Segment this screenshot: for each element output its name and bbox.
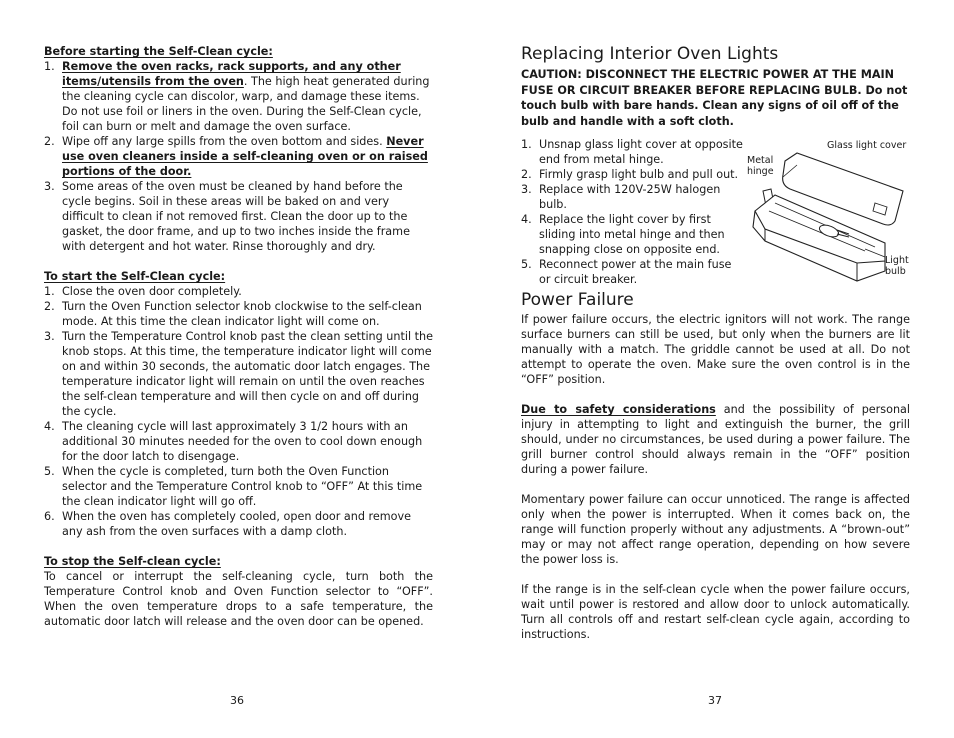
list-item [44, 329, 433, 419]
item-number: 3. [44, 180, 55, 193]
item-emphasis: Remove the oven racks, rack supports, and any other items/utensils from the oven [62, 60, 401, 88]
self-clean-before-heading: Before starting the Self-Clean cycle: [44, 45, 273, 58]
item-text: Some areas of the oven must be cleaned by hand before the cycle begins. Soil in these areas will be baked on and very difficult to clean if not removed first. Clean the door up to the gasket, the door frame, and up to two inches inside the frame with detergent and hot water. Rinse thoroughly and dry. [62, 180, 410, 253]
item-text: The cleaning cycle will last approximately 3 1/2 hours with an additional 30 minutes needed for the oven to cool down enough for the door latch to disengage. [62, 420, 423, 463]
label-light-bulb: Light bulb [885, 255, 909, 277]
item-number: 1. [44, 60, 55, 73]
item-number: 4. [521, 213, 532, 226]
item-number: 2. [44, 300, 55, 313]
self-clean-start-heading: To start the Self-Clean cycle: [44, 270, 226, 283]
item-text: Reconnect power at the main fuse or circuit breaker. [539, 258, 732, 286]
item-number: 6. [44, 510, 55, 523]
item-number: 2. [521, 168, 532, 181]
item-text: Replace the light cover by first sliding into metal hinge and then snapping close on opposite end. [539, 213, 725, 256]
start-list [44, 284, 433, 539]
list-item [44, 299, 433, 329]
label-metal-hinge: Metal hinge [747, 155, 774, 177]
label-glass-light-cover: Glass light cover [827, 140, 907, 151]
list-item [44, 284, 433, 299]
list-item [521, 212, 743, 257]
item-number: 4. [44, 420, 55, 433]
list-item [44, 464, 433, 509]
item-number: 3. [44, 330, 55, 343]
item-text: Turn the Temperature Control knob past the clean setting until the knob stops. At this time, the temperature indicator light will come on and within 30 seconds, the automatic door latch engages. The temperature indicator light will remain on until the oven reaches the self-clean temperature and will then cycle on and off during the cycle. [62, 330, 434, 418]
item-text: . The high heat generated during the cleaning cycle can discolor, warp, and damage these items. Do not use foil or liners in the oven. During the Self-Clean cycle, foil can burn or melt and damage the oven surface. [62, 75, 430, 133]
item-text: When the oven has completely cooled, open door and remove any ash from the oven surfaces with a damp cloth. [62, 510, 412, 538]
list-item [521, 257, 743, 287]
list-item [44, 509, 433, 539]
power-failure-title: Power Failure [521, 290, 634, 310]
item-number: 5. [521, 258, 532, 271]
list-item [44, 179, 433, 254]
oven-light-diagram [745, 131, 915, 291]
power-paragraph-2 [521, 402, 910, 477]
item-emphasis: Never use oven cleaners inside a self-cleaning oven or on raised portions of the door. [62, 135, 428, 178]
self-clean-stop-heading: To stop the Self-clean cycle: [44, 555, 221, 568]
item-number: 5. [44, 465, 55, 478]
item-text: Close the oven door completely. [62, 285, 242, 298]
caution-text: CAUTION: DISCONNECT THE ELECTRIC POWER AT THE MAIN FUSE OR CIRCUIT BREAKER BEFORE REPLACING BULB. Do not touch bulb with bare hands. Clean any signs of oil off of the bulb and handle with a soft cloth. [521, 68, 908, 128]
list-item [44, 419, 433, 464]
list-item [44, 134, 433, 179]
stop-paragraph: To cancel or interrupt the self-cleaning cycle, turn both the Temperature Control knob and Oven Function selector to “OFF”. When the oven temperature drops to a safe temperature, the automatic door latch will release and the oven door can be opened. [44, 570, 433, 628]
page-number-right: 37 [708, 694, 722, 707]
list-item [521, 137, 743, 167]
page-number-left: 36 [230, 694, 244, 707]
list-item [521, 182, 743, 212]
oven-lights-title: Replacing Interior Oven Lights [521, 44, 779, 64]
item-number: 3. [521, 183, 532, 196]
item-number: 1. [44, 285, 55, 298]
item-text: Turn the Oven Function selector knob clockwise to the self-clean mode. At this time the clean indicator light will come on. [62, 300, 422, 328]
list-item [521, 167, 743, 182]
item-text: Unsnap glass light cover at opposite end from metal hinge. [539, 138, 743, 166]
item-text: When the cycle is completed, turn both the Oven Function selector and the Temperature Control knob to “OFF” At this time the clean indicator light will go off. [62, 465, 423, 508]
power-paragraph-3: Momentary power failure can occur unnoticed. The range is affected only when the power is interrupted. When it comes back on, the range will function properly without any adjustments. A “brown-out” may or may not affect range operation, depending on how severe the power loss is. [521, 493, 910, 566]
item-number: 1. [521, 138, 532, 151]
safety-emphasis: Due to safety considerations [521, 403, 716, 416]
light-steps-list [521, 137, 743, 287]
item-text: Replace with 120V-25W halogen bulb. [539, 183, 721, 211]
item-text: Wipe off any large spills from the oven bottom and sides. [62, 135, 387, 148]
power-paragraph-1: If power failure occurs, the electric ignitors will not work. The range surface burners can still be used, but only when the burners are lit manually with a match. The griddle cannot be used at all. Do not attempt to operate the oven. Make sure the oven control is in the “OFF” position. [521, 313, 910, 386]
item-number: 2. [44, 135, 55, 148]
power-paragraph-2-text: and the possibility of personal injury in attempting to light and extinguish the burner, the grill should, under no circumstances, be used during a power failure. The grill burner control should always remain in the “OFF” position during a power failure. [521, 403, 911, 476]
power-paragraph-4: If the range is in the self-clean cycle when the power failure occurs, wait until power is restored and allow door to unlock automatically. Turn all controls off and restart self-clean cycle again, according to instructions. [521, 583, 910, 641]
item-text: Firmly grasp light bulb and pull out. [539, 168, 739, 181]
list-item [44, 59, 433, 134]
before-list [44, 59, 433, 254]
